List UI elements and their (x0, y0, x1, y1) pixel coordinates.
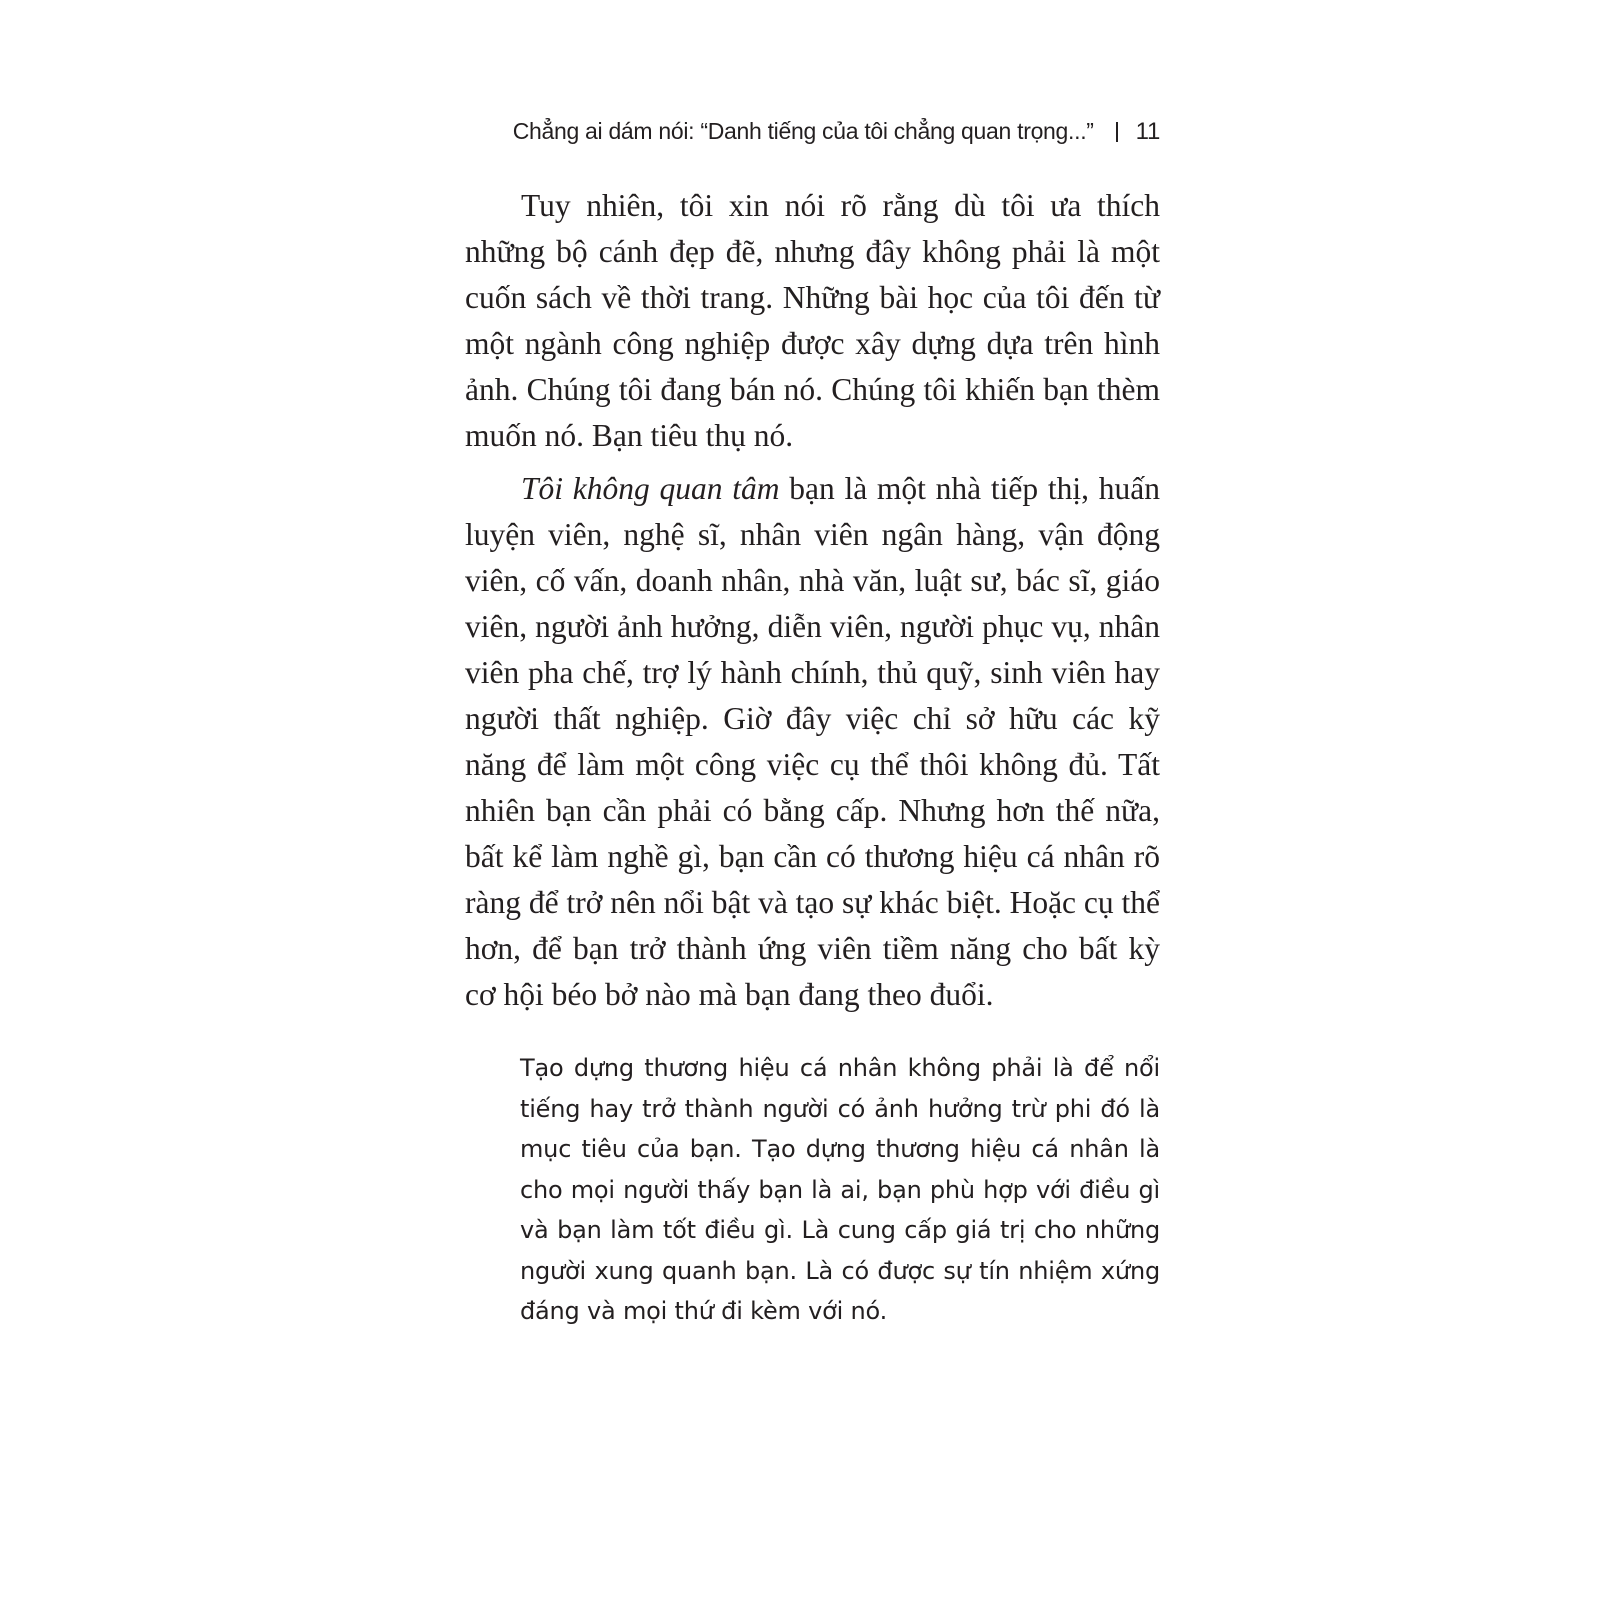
chapter-title: Chẳng ai dám nói: “Danh tiếng của tôi chẳng quan trọng...” (512, 118, 1094, 144)
paragraph-1: Tuy nhiên, tôi xin nói rõ rằng dù tôi ưa thích những bộ cánh đẹp đẽ, nhưng đây không phải là một cuốn sách về thời trang. Những bài học của tôi đến từ một ngành công nghiệp được xây dựng dựa trên hình ảnh. Chúng tôi đang bán nó. Chúng tôi khiến bạn thèm muốn nó. Bạn tiêu thụ nó. (465, 188, 1160, 453)
pull-quote-text: Tạo dựng thương hiệu cá nhân không phải là để nổi tiếng hay trở thành người có ảnh hưởng trừ phi đó là mục tiêu của bạn. Tạo dựng thương hiệu cá nhân là cho mọi người thấy bạn là ai, bạn phù hợp với điều gì và bạn làm tốt điều gì. Là cung cấp giá trị cho những người xung quanh bạn. Là có được sự tín nhiệm xứng đáng và mọi thứ đi kèm với nó. (520, 1054, 1160, 1325)
body-text (465, 183, 1160, 1018)
paragraph-2-text: bạn là một nhà tiếp thị, huấn luyện viên, nghệ sĩ, nhân viên ngân hàng, vận động viên, cố vấn, doanh nhân, nhà văn, luật sư, bác sĩ, giáo viên, người ảnh hưởng, diễn viên, người phục vụ, nhân viên pha chế, trợ lý hành chính, thủ quỹ, sinh viên hay người thất nghiệp. Giờ đây việc chỉ sở hữu các kỹ năng để làm một công việc cụ thể thôi không đủ. Tất nhiên bạn cần phải có bằng cấp. Nhưng hơn thế nữa, bất kể làm nghề gì, bạn cần có thương hiệu cá nhân rõ ràng để trở nên nổi bật và tạo sự khác biệt. Hoặc cụ thể hơn, để bạn trở thành ứng viên tiềm năng cho bất kỳ cơ hội béo bở nào mà bạn đang theo đuổi. (465, 471, 1160, 1012)
paragraph-2-italic-lead: Tôi không quan tâm (521, 471, 780, 506)
header-divider (1116, 122, 1118, 142)
paragraph-2 (465, 466, 1160, 1018)
pull-quote (520, 1048, 1160, 1332)
page-number: 11 (1135, 118, 1160, 145)
running-header (513, 118, 1160, 146)
